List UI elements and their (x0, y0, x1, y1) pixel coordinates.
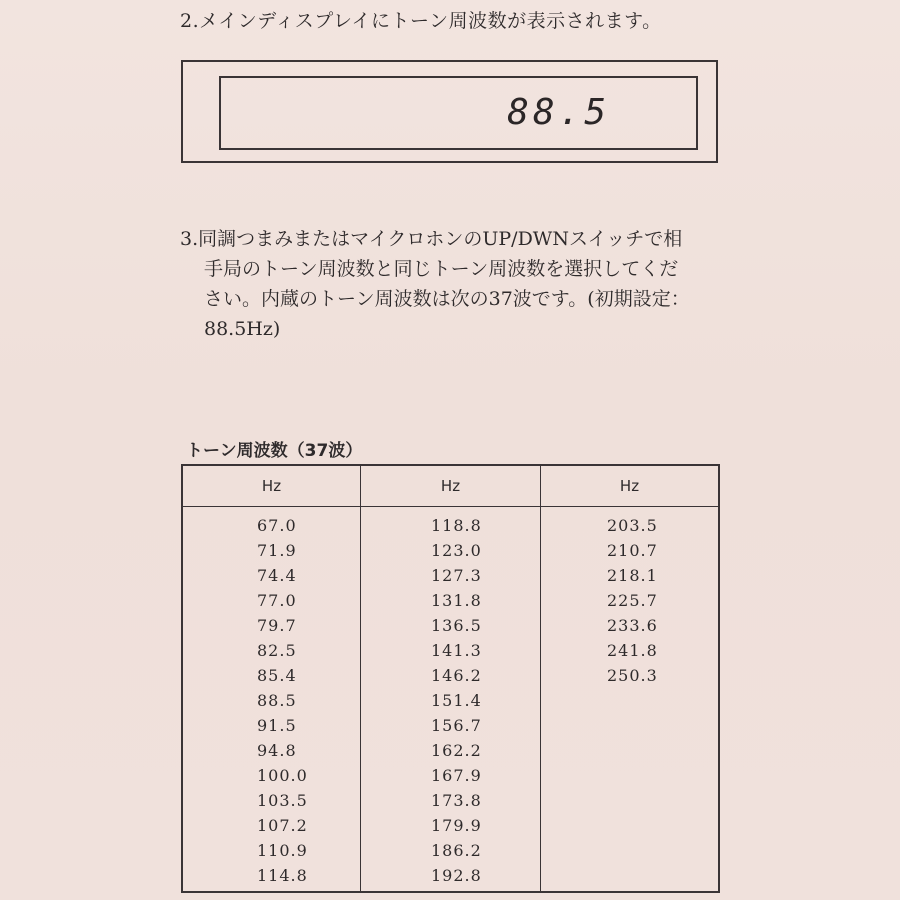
table-cell: 107.2 (257, 816, 308, 835)
table-cell: 141.3 (431, 641, 482, 660)
table-cell: 67.0 (257, 516, 297, 535)
table-cell: 136.5 (431, 616, 482, 635)
main-display-illustration (181, 60, 718, 163)
table-cell: 131.8 (431, 591, 482, 610)
table-cell: 71.9 (257, 541, 297, 560)
table-cell: 167.9 (431, 766, 482, 785)
table-cell: 225.7 (607, 591, 658, 610)
step-2-text: 2.メインディスプレイにトーン周波数が表示されます。 (180, 10, 662, 32)
table-cell: 127.3 (431, 566, 482, 585)
table-cell: 186.2 (431, 841, 482, 860)
table-column-3 (541, 466, 718, 891)
column-values (361, 507, 540, 888)
table-cell: 94.8 (257, 741, 297, 760)
column-header: Hz (541, 466, 718, 507)
column-header: Hz (183, 466, 360, 507)
table-column-2 (361, 466, 541, 891)
display-screen (219, 76, 698, 150)
table-cell: 218.1 (607, 566, 658, 585)
table-cell: 156.7 (431, 716, 482, 735)
table-cell: 233.6 (607, 616, 658, 635)
column-values (541, 507, 718, 688)
table-cell: 179.9 (431, 816, 482, 835)
table-cell: 91.5 (257, 716, 297, 735)
step-3-line-2: 手局のトーン周波数と同じトーン周波数を選択してくだ (204, 258, 679, 280)
table-column-1 (183, 466, 361, 891)
table-cell: 74.4 (257, 566, 297, 585)
table-cell: 103.5 (257, 791, 308, 810)
table-cell: 173.8 (431, 791, 482, 810)
table-cell: 210.7 (607, 541, 658, 560)
table-cell: 85.4 (257, 666, 297, 685)
table-cell: 118.8 (431, 516, 482, 535)
step-3-line-3: さい。内蔵のトーン周波数は次の37波です。(初期設定： (204, 288, 690, 310)
step-3-text (180, 224, 725, 344)
step-3-line-1: 3.同調つまみまたはマイクロホンのUP/DWNスイッチで相 (180, 228, 683, 250)
table-cell: 192.8 (431, 866, 482, 885)
table-cell: 241.8 (607, 641, 658, 660)
table-cell: 250.3 (607, 666, 658, 685)
table-cell: 79.7 (257, 616, 297, 635)
table-cell: 203.5 (607, 516, 658, 535)
display-frequency-value: 88.5 (507, 92, 610, 133)
table-cell: 110.9 (257, 841, 308, 860)
step-3-line-4: 88.5Hz) (204, 318, 281, 340)
table-cell: 146.2 (431, 666, 482, 685)
column-values (183, 507, 360, 888)
table-cell: 123.0 (431, 541, 482, 560)
table-cell: 114.8 (257, 866, 308, 885)
tone-table-title: トーン周波数（37波） (186, 441, 363, 461)
table-cell: 88.5 (257, 691, 297, 710)
table-cell: 151.4 (431, 691, 482, 710)
column-header: Hz (361, 466, 540, 507)
table-cell: 162.2 (431, 741, 482, 760)
table-cell: 82.5 (257, 641, 297, 660)
tone-frequency-table (181, 464, 720, 893)
table-cell: 77.0 (257, 591, 297, 610)
table-cell: 100.0 (257, 766, 308, 785)
